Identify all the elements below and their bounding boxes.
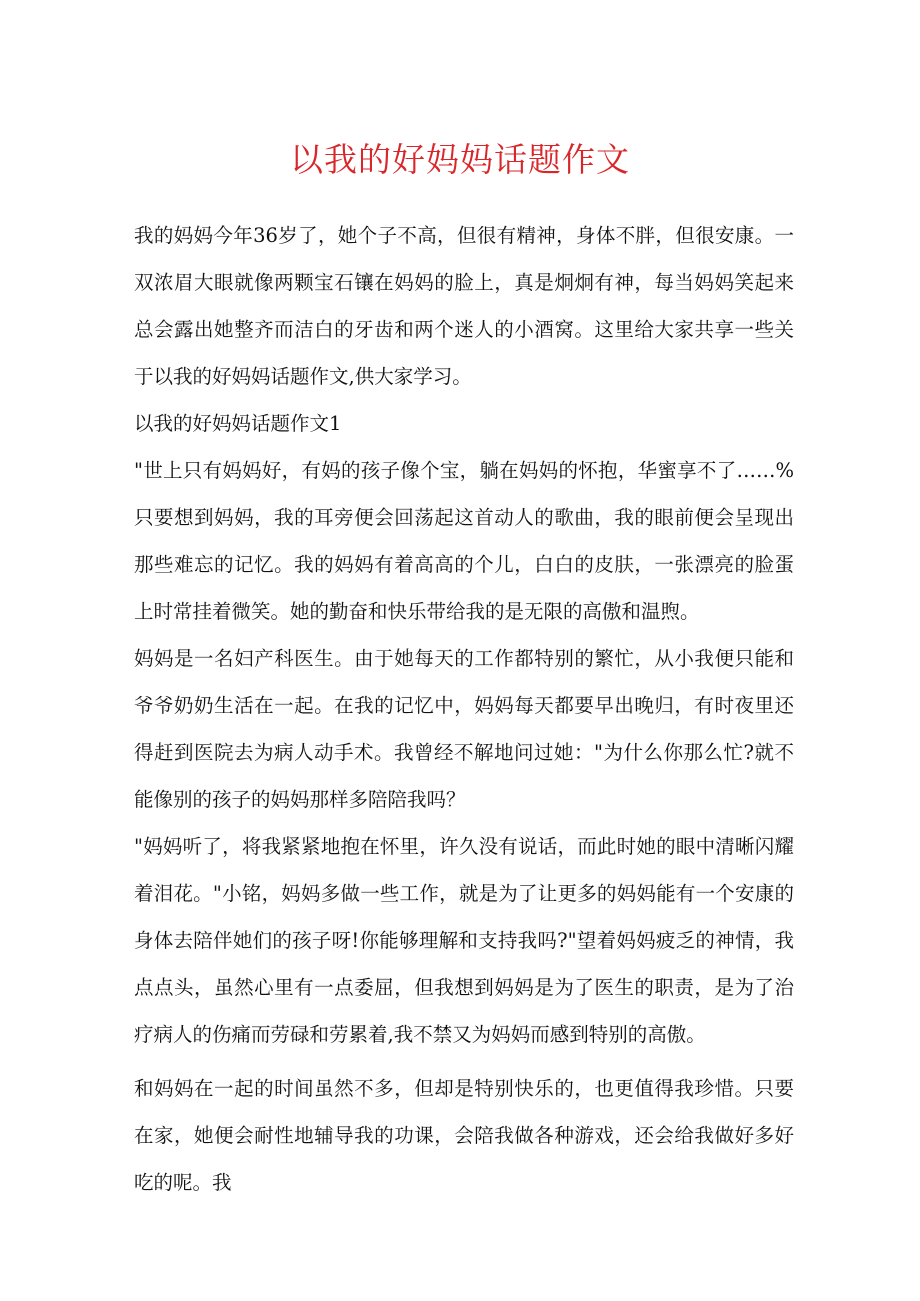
document-title: 以我的好妈妈话题作文 [290, 140, 630, 179]
paragraph-intro: 我的妈妈今年36岁了，她个子不高，但很有精神，身体不胖，但很安康。一双浓眉大眼就像两颗宝石镶在妈妈的脸上，真是炯炯有神，每当妈妈笑起来总会露出她整齐而洁白的牙齿和两个迷人的小酒窝。这里给大家共享一些关于以我的好妈妈话题作文,供大家学习。 [134, 224, 794, 388]
paragraph: 和妈妈在一起的时间虽然不多，但却是特别快乐的，也更值得我珍惜。只要在家，她便会耐性地辅导我的功课，会陪我做各种游戏，还会给我做好多好吃的呢。我 [134, 1077, 794, 1194]
section-heading: 以我的好妈妈话题作文1 [134, 412, 342, 435]
document-body [134, 212, 794, 1206]
paragraph: "世上只有妈妈好，有妈的孩子像个宝，躺在妈妈的怀抱，华蜜享不了……%只要想到妈妈，我的耳旁便会回荡起这首动人的歌曲，我的眼前便会呈现出那些难忘的记忆。我的妈妈有着高高的个儿，白白的皮肤，一张漂亮的脸蛋上时常挂着微笑。她的勤奋和快乐带给我的是无限的高傲和温煦。 [134, 459, 794, 623]
paragraph: 妈妈是一名妇产科医生。由于她每天的工作都特别的繁忙，从小我便只能和爷爷奶奶生活在一起。在我的记忆中，妈妈每天都要早出晚归，有时夜里还得赶到医院去为病人动手术。我曾经不解地问过她："为什么你那么忙?就不能像别的孩子的妈妈那样多陪陪我吗？ [134, 647, 794, 811]
paragraph: "妈妈听了，将我紧紧地抱在怀里，许久没有说话，而此时她的眼中清晰闪耀着泪花。"小铭，妈妈多做一些工作，就是为了让更多的妈妈能有一个安康的身体去陪伴她们的孩子呀!你能够理解和支持我吗?"望着妈妈疲乏的神情，我点点头，虽然心里有一点委屈，但我想到妈妈是为了医生的职责，是为了治疗病人的伤痛而劳碌和劳累着,我不禁又为妈妈而感到特别的高傲。 [134, 835, 794, 1046]
